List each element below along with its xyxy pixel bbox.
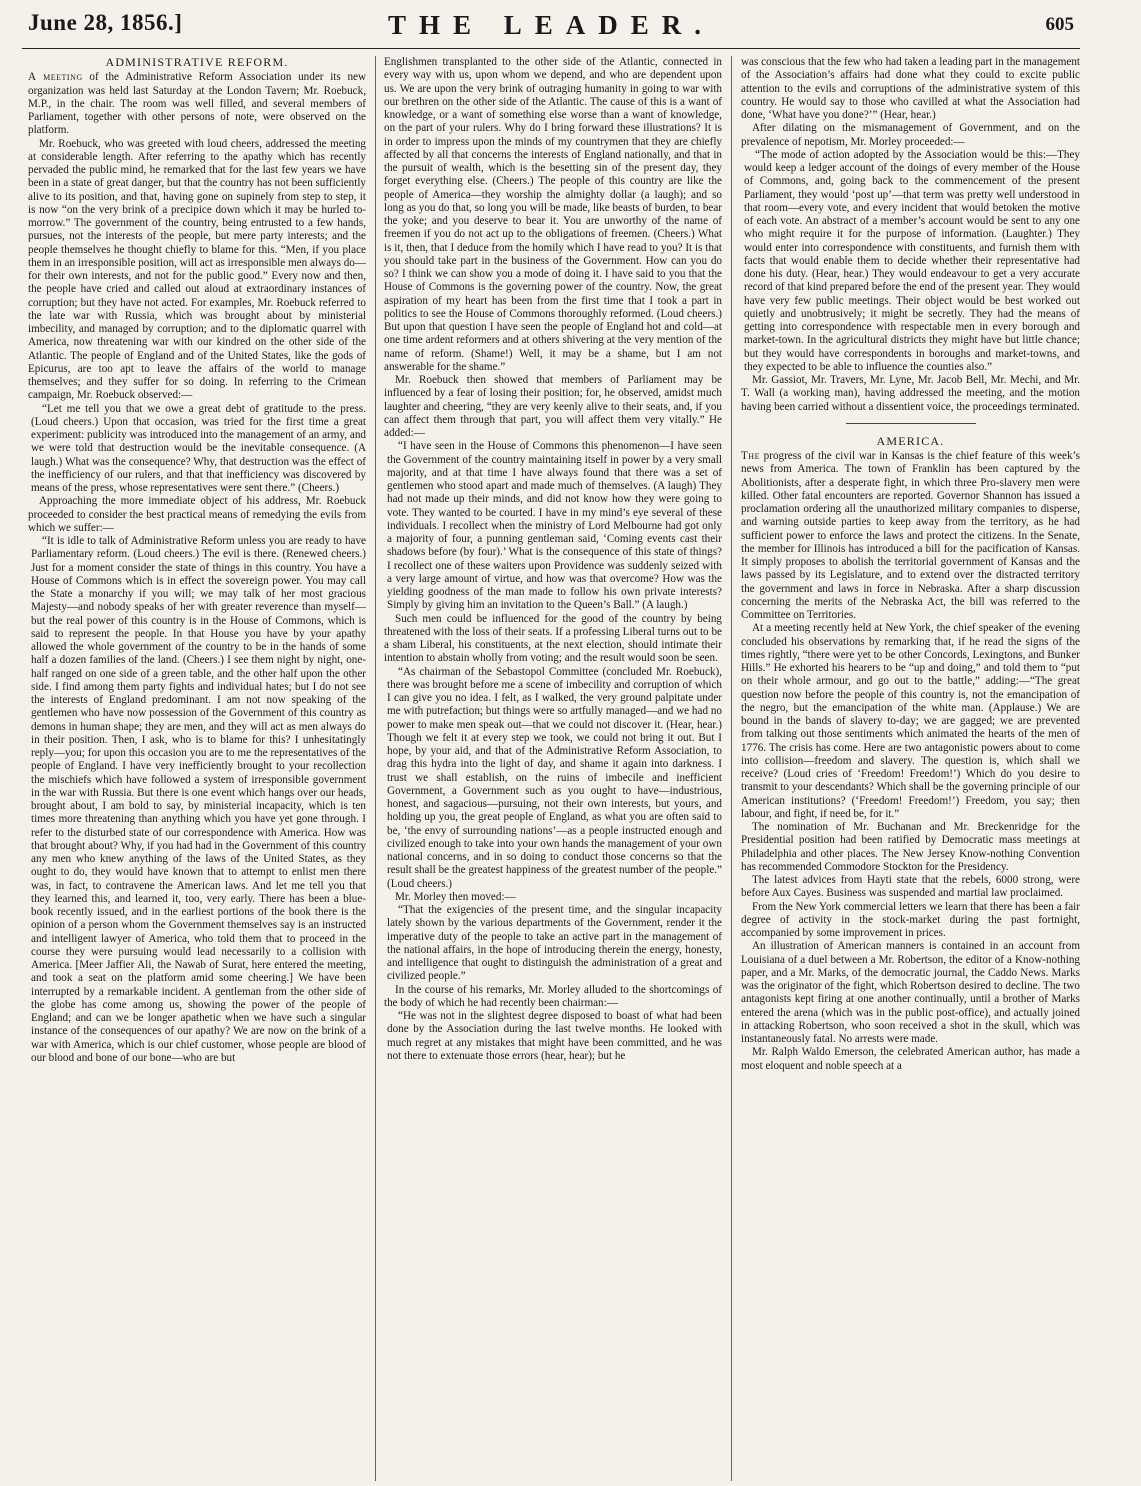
- quoted-paragraph: “He was not in the slightest degree disposed to boast of what had been done by the Association during the last twelve months. He looked with much regret at any mistakes that might have been committed, and he was not there to extenuate those errors (hear, hear); but he: [387, 1010, 722, 1062]
- paragraph: An illustration of American manners is contained in an account from Louisiana of a duel between a Mr. Robertson, the editor of a Know-nothing paper, and a Mr. Marks, of the democratic journal, the Caddo News. Marks was the originator of the fight, which Robertson desired to decline. The two antagonists kept firing at one another continually, until a brother of Marks entered the arena (which was in the public post-office), and actually joined in attacking Robertson, who soon received a shot in the skull, which was instantaneously fatal. No arrests were made.: [741, 940, 1080, 1045]
- column-1: [28, 56, 366, 1481]
- newspaper-title: THE LEADER.: [387, 10, 715, 40]
- paragraph: Mr. Roebuck then showed that members of Parliament may be influenced by a fear of losing their position; for, he observed, amidst much laughter and cheering, “they are very keenly alive to their seats, and, if you can affect them through that part, you will affect them very vitally.” He added:—: [384, 374, 722, 439]
- paragraph: A meeting of the Administrative Reform Association under its new organization was held last Saturday at the London Tavern; Mr. Roebuck, M.P., in the chair. The room was well filled, and several members of Parliament, together with other persons of note, were observed on the platform.: [28, 71, 366, 137]
- drop-lead: A meeting: [28, 71, 83, 84]
- paragraph: The latest advices from Hayti state that the rebels, 6000 strong, were before Aux Cayes. Business was suspended and martial law proclaimed.: [741, 874, 1080, 900]
- section-heading: AMERICA.: [876, 433, 945, 448]
- quoted-paragraph: “It is idle to talk of Administrative Reform unless you are ready to have Parliamentary reform. (Loud cheers.) The evil is there. (Renewed cheers.) Just for a moment consider the state of things in this country. You have a House of Commons which is in effect the sovereign power. You may call the State a monarchy if you will; we may talk of her most gracious Majesty—and nobody speaks of her with greater reverence than myself—but the real power of this country is in the House of Commons, which is said to represent the people. In that House you have by your apathy allowed the whole government of the country to be in the hands of some half a dozen families of the land. (Cheers.) I see them night by night, one-half ranged on one side of a green table, and the other half upon the other side. I find among them party fights and individual hates; but I do not see the interests of England predominant. I am not now speaking of the gentlemen who have now possession of the Government of this country as demons in human shape; they are men, and they will act as men always do in their position. Then, I ask, who is to blame for this? I unhesitatingly reply—you; for upon this occasion you are to me the representatives of the people of England. I have very inefficiently brought to your recollection the mischiefs which have followed a system of irresponsible government in the war with Russia. But there is one event which hangs over our heads, brought about, I am bold to say, by ministerial incapacity, which is ten times more threatening than anything which you have yet gone through. I refer to the disturbed state of our correspondence with America. How was that brought about? Why, if you had had in the Government of this country any men who knew anything of the laws of the United States, as they ought to do, they would have known that to attempt to enlist men there was, in fact, to contravene the American laws. And let me tell you that they learned this, and learned it, too, very early. There has been a blue-book recently issued, and in the earliest portions of the book there is the opinion of a person whom the Government themselves say is an instructed and intelligent lawyer of America, who told them that to proceed in the course they were pursuing would lead necessarily to a collision with America. [Meer Jaffier Ali, the Nawab of Surat, here entered the meeting, and took a seat on the platform amid some cheering.] We have been interrupted by a remarkable incident. A gentleman from the other side of the globe has come among us, showing the power of the people of England; and can we be longer apathetic when we have such a singular instance of the consequences of our apathy? We are now on the brink of a war with America, which is our chief customer, whose people are blood of our blood and bone of our bone—who are but: [31, 535, 366, 1064]
- drop-lead: The: [741, 450, 760, 462]
- paragraph: Approaching the more immediate object of his address, Mr. Roebuck proceeded to consider the best practical means of remedying the evils from which we suffer:—: [28, 495, 366, 534]
- quoted-paragraph: “Let me tell you that we owe a great debt of gratitude to the press. (Loud cheers.) Upon that occasion, was tried for the first time a great experiment: publicity was introduced into the management of an army, and we were told that destruction would be the inevitable consequence. (A laugh.) What was the consequence? Why, that destruction was the effect of the inefficiency of our rulers, and that that inefficiency was discovered by means of the press, whose representatives were sent there.” (Cheers.): [31, 402, 366, 494]
- quoted-paragraph: “That the exigencies of the present time, and the singular incapacity lately shown by the various departments of the Government, render it the imperative duty of the people to take an active part in the management of the national affairs, in the hope of introducing therein the energy, honesty, and intelligence that ought to distinguish the administration of a great and civilized people.”: [387, 904, 722, 983]
- paragraph: Mr. Morley then moved:—: [395, 890, 516, 903]
- paragraph: Mr. Ralph Waldo Emerson, the celebrated American author, has made a most eloquent and noble speech at a: [741, 1046, 1080, 1072]
- paragraph: Englishmen transplanted to the other side of the Atlantic, connected in every way with us, upon whom we depend, and who are dependent upon us. We are upon the very brink of outraging humanity in going to war with our brethren on the other side of the Atlantic. The cause of this is a want of knowledge, or a want of something else worse than a want of knowledge, on the part of your rulers. Why do I bring forward these illustrations? It is in order to impress upon the minds of my countrymen that they are chiefly affected by all that concerns the interests of England nationally, and that in the pursuit of wealth, which is the besetting sin of the present day, they forget everything else. (Cheers.) The people of this country are like the people of America—they worship the almighty dollar (a laugh); and so long as you do that, so long you will be made, like beasts of burden, to bear the yoke; and you deserve to bear it. You are unworthy of the name of freemen if you do not act up to the obligations of freemen. (Cheers.) What is it, then, that I deduce from the homily which I have read to you? It is that you should take part in the business of the Government. How can you do so? I think we can show you a mode of doing it. I have said to you that the House of Commons is the governing power of the country. Now, the great aspiration of my heart has been from the first time that I took a part in politics to see the House of Commons thoroughly reformed. (Loud cheers.) But upon that question I have seen the people of England hot and cold—at one time ardent reformers and at others shivering at the very mention of the name of reform. (Shame!) Well, it may be a shame, but I am not answerable for the shame.”: [384, 56, 722, 373]
- paragraph: Mr. Gassiot, Mr. Travers, Mr. Lyne, Mr. Jacob Bell, Mr. Mechi, and Mr. T. Wall (a working man), having addressed the meeting, and the motion having been carried without a dissentient voice, the proceedings terminated.: [741, 374, 1080, 413]
- issue-date: June 28, 1856.]: [28, 10, 183, 35]
- paragraph: Such men could be influenced for the good of the country by being threatened with the loss of their seats. If a professing Liberal turns out to be a sham Liberal, his constituents, at the next election, should intimate their intention to abstain wholly from voting; and the result would soon be seen.: [384, 612, 722, 665]
- page-number: 605: [1045, 14, 1074, 35]
- quoted-paragraph: “As chairman of the Sebastopol Committee (concluded Mr. Roebuck), there was brought before me a scene of imbecility and corruption of which I can give you no idea. I felt, as I walked, the very ground palpitate under me with putrefaction; but things were so artfully managed—and we had no power to make men speak out—that we could not discover it. (Hear, hear.) Though we felt it at every step we took, we could not bring it out. But I hope, by your aid, and that of the Administrative Reform Association, to drag this hydra into the light of day, and shame it again into darkness. I trust we shall establish, on the ruins of imbecile and inefficient Government, a Government such as you ought to have—industrious, honest, and sagacious—pursuing, not their own interests, but yours, and holding up you, the great people of England, as what you are often said to be, ‘the envy of surrounding nations’—as a people instructed enough and civilized enough to take into your own hands the management of your own national concerns, and in so doing to conduct those concerns so that the result shall be the greatest happiness of the greatest number of the people.” (Loud cheers.): [387, 665, 722, 890]
- paragraph: Mr. Roebuck, who was greeted with loud cheers, addressed the meeting at considerable length. After referring to the apathy which has recently pervaded the public mind, he remarked that for the last few years we have been in a state of great danger, but that the country has not been sufficiently alive to its position, and that, having gone on supinely from step to step, it is now “on the very brink of a precipice down which it may be hurled to-morrow.” The government of the country, being entrusted to a few hands, pursues, not the interests of the people, but mere party interests; and the people themselves he thought chiefly to blame for this. “Men, if you place them in an irresponsible position, will act as irresponsible men always do—for their own interests, and not for the public good.” Every now and then, the people have cried and called out aloud at extraordinary instances of corruption; but they have not acted. For examples, Mr. Roebuck referred to the late war with Russia, which was brought about by ministerial imbecility, and managed by corruption; and to the diplomatic quarrel with America, now threatening war with our kindred on the other side of the Atlantic. The people of England and of the United States, like the gods of Epicurus, are too apt to leave the affairs of the world to manage themselves; and they suffer for so doing. In referring to the Crimean campaign, Mr. Roebuck observed:—: [28, 137, 366, 402]
- paragraph: From the New York commercial letters we learn that there has been a fair degree of activity in the stock-market during the past fortnight, accompanied by some improvement in prices.: [741, 900, 1080, 939]
- paragraph: In the course of his remarks, Mr. Morley alluded to the shortcomings of the body of which he had recently been chairman:—: [384, 983, 722, 1009]
- paragraph: The progress of the civil war in Kansas is the chief feature of this week’s news from America. The town of Franklin has been captured by the Abolitionists, after a desperate fight, in which three Pro-slavery men were killed. Other fatal encounters are reported. Governor Shannon has issued a proclamation ordering all the unauthorized military companies to disperse, and warning outside parties to keep away from the territory, as he had sufficient power to enforce the laws and protect the citizens. In the Senate, the member for Illinois has introduced a bill for the pacification of Kansas. It simply proposes to abolish the territorial government of Kansas and the laws passed by its Legislature, and to extend over the distracted territory the government and laws in force in Nebraska. After a sharp discussion concerning the merits of the Nebraska Act, the bill was referred to the Committee on Territories.: [741, 450, 1080, 621]
- column-rule: [375, 56, 376, 1481]
- column-3: [741, 56, 1080, 1481]
- paragraph: After dilating on the mismanagement of Government, and on the prevalence of nepotism, Mr. Morley proceeded:—: [741, 122, 1080, 148]
- quoted-paragraph: “The mode of action adopted by the Association would be this:—They would keep a ledger account of the doings of every member of the House of Commons, and, going back to the commencement of the present Parliament, they would ‘post up’—that term was pretty well understood in that room—every vote, and every incident that would betoken the motive of each vote. An abstract of a member’s account would be sent to any one who might require it for the purpose of information. (Laughter.) They would enter into correspondence with constituents, and furnish them with facts that would enable them to decide whether their representative had done his duty. (Hear, hear.) They would endeavour to get a very accurate record of that kind prepared before the end of the present year. They would have very few public meetings. Their object would be best worked out quietly and unobtrusively; it might be secretly. They had the means of getting into correspondence with respectable men in every borough and market-town. In the agricultural districts they might have but little chance; but they would have correspondents in boroughs and market-towns, and they expected to be able to influence the counties also.”: [744, 148, 1080, 373]
- article-heading: ADMINISTRATIVE REFORM.: [105, 56, 289, 69]
- section-divider: [846, 423, 976, 424]
- masthead: [22, 0, 1080, 49]
- quoted-paragraph: “I have seen in the House of Commons this phenomenon—I have seen the Government of the country maintaining itself in power by a very small majority, and at that time I have always found that there was a set of gentlemen who stood apart and made much of themselves. (A laugh) They had not made up their minds, and did not know how they were going to vote. They wanted to be courted. I have in my mind’s eye several of these individuals. I recollect when the ministry of Lord Melbourne had got only a majority of four, a punning gentleman said, ‘Coming events cast their shadows before (by four).’ What is the consequence of this state of things? I recollect one of these waiters upon Providence was suddenly seized with a very large amount of virtue, and how was that overcome? How was the yielding goodness of the man made to follow his own private interests? Simply by giving him an invitation to the Queen’s Ball.” (A laugh.): [387, 440, 722, 612]
- paragraph: The nomination of Mr. Buchanan and Mr. Breckenridge for the Presidential position had been ratified by Democratic mass meetings at Philadelphia and other places. The New Jersey Know-nothing Convention has recommended Commodore Stockton for the Presidency.: [741, 821, 1080, 873]
- paragraph: was conscious that the few who had taken a leading part in the management of the Association’s affairs had done what they could to excite public attention to the evils and corruptions of the administrative system of this country. He would say to those who cavilled at what the Association had done, ‘What have you done?’” (Hear, hear.): [741, 56, 1080, 121]
- column-rule: [731, 56, 732, 1481]
- paragraph: At a meeting recently held at New York, the chief speaker of the evening concluded his observations by remarking that, if he read the signs of the times rightly, “there were yet to be other Concords, Lexingtons, and Bunker Hills.” He exhorted his hearers to be “up and doing,” and told them to “put on their whole armour, and go out to the battle,” adding:—“The great question now before the people of this country is, not the emancipation of the negro, but the emancipation of the white man. (Applause.) We are bound in the bands of slavery to-day; we are gagged; we are prevented from talking out those sentiments which animated the hearts of the men of 1776. The crisis has come. Here are two antagonistic powers about to come into collision—freedom and slavery. The question is, which shall we receive? (Loud cries of ‘Freedom! Freedom!’) Which do you desire to transmit to your descendants? Which shall be the governing principle of our American institutions? (‘Freedom! Freedom!’) Freedom, you say; then labour, and fight, if need be, for it.”: [741, 622, 1080, 820]
- column-2: [384, 56, 722, 1481]
